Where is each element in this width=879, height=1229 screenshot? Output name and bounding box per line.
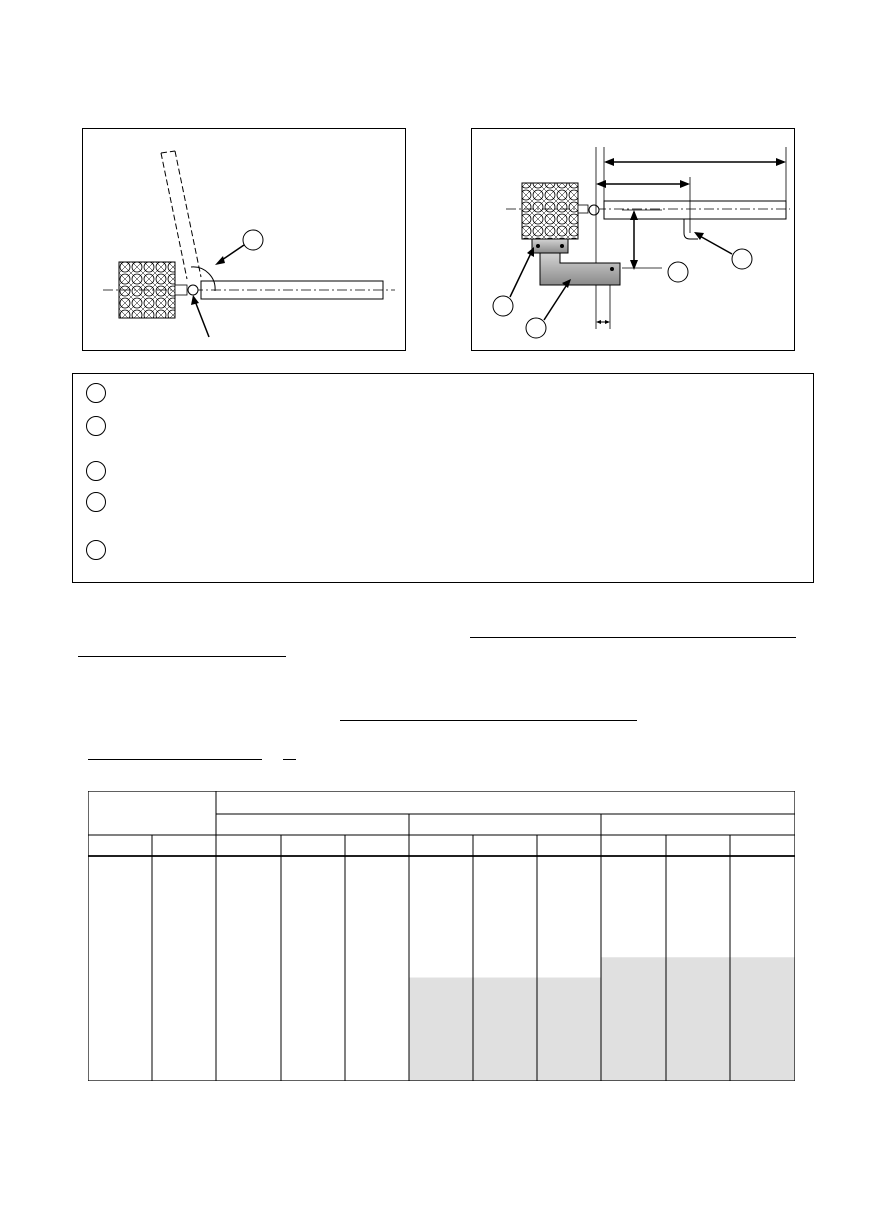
callout-circle-3 (493, 296, 513, 316)
left-figure-drawing (83, 129, 405, 350)
legend-marker-circle (86, 461, 106, 481)
motor-block (522, 183, 578, 239)
right-figure-panel (471, 128, 795, 351)
underline-4 (88, 759, 262, 760)
right-figure-drawing (472, 129, 794, 350)
mounting-bracket (532, 239, 620, 285)
shaded-region (601, 957, 795, 1081)
legend-item (86, 383, 786, 407)
callout-circle-1 (732, 249, 752, 269)
legend-marker-circle (86, 492, 106, 512)
legend-box (72, 373, 814, 583)
underline-3 (340, 720, 637, 721)
legend-marker-circle (86, 416, 106, 436)
legend-marker-circle (86, 383, 106, 403)
underline-2 (78, 656, 286, 657)
table-grid (88, 791, 795, 1081)
callout-circle-2 (668, 262, 688, 282)
underline-1 (470, 637, 796, 638)
legend-item (86, 540, 786, 564)
legend-item (86, 461, 786, 485)
data-table (88, 791, 795, 1081)
legend-item (86, 416, 786, 440)
rotated-arm-dashed (161, 151, 201, 279)
callout-circle-a (243, 230, 263, 250)
shaded-region (409, 978, 601, 1082)
legend-marker-circle (86, 540, 106, 560)
underline-5 (283, 759, 296, 760)
callout-circle-4 (526, 318, 546, 338)
legend-item (86, 492, 786, 516)
left-figure-panel (82, 128, 406, 351)
